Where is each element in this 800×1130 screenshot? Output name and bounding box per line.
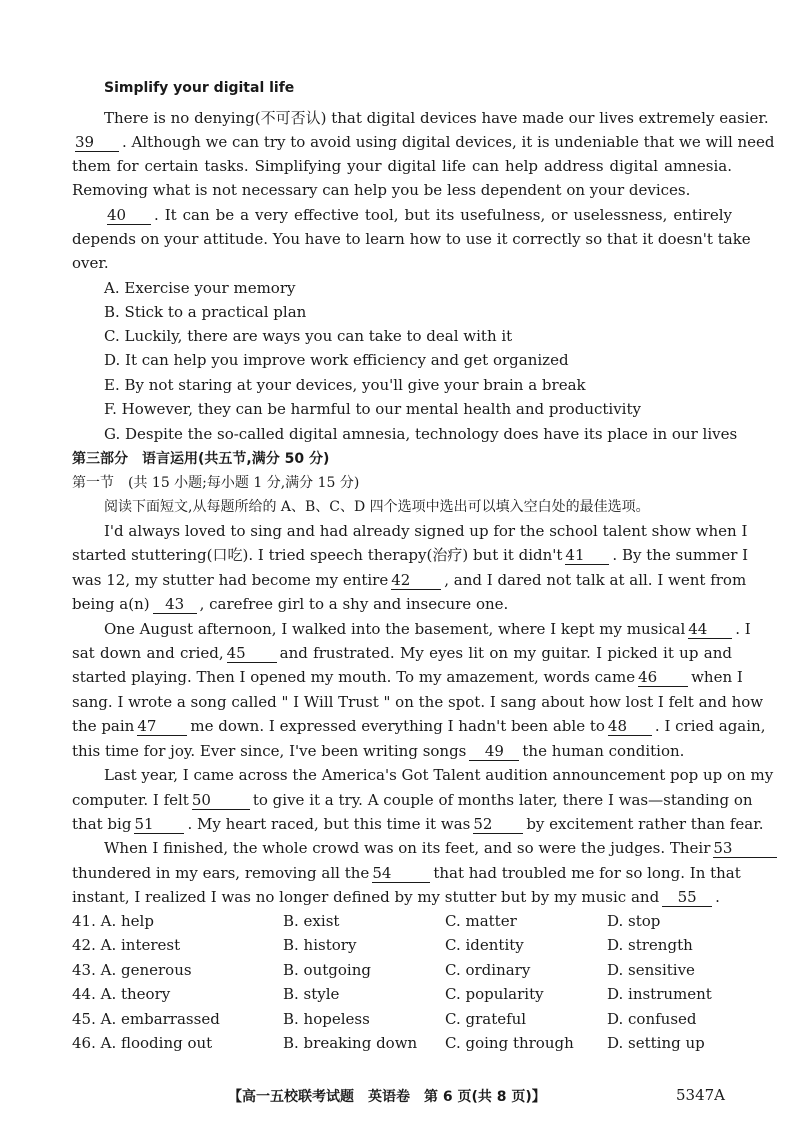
passage-line: over. — [72, 254, 109, 272]
paper-code: 5347A — [676, 1086, 726, 1104]
choice-d: D. stop — [607, 912, 661, 930]
blank-44: 44 — [688, 621, 732, 639]
choice-d: D. setting up — [607, 1034, 705, 1052]
blank-54: 54 — [372, 865, 430, 883]
blank-48: 48 — [608, 718, 652, 736]
blank-50: 50 — [192, 792, 250, 810]
cloze-line: instant, I realized I was no longer defined by my stutter but by my music and 55 . — [72, 888, 720, 906]
blank-42: 42 — [391, 572, 441, 590]
choice-c: C. ordinary — [445, 961, 531, 979]
choice-a: 43. A. generous — [72, 961, 192, 979]
choice-b: B. history — [283, 936, 357, 954]
blank-46: 46 — [638, 669, 688, 687]
blank-52: 52 — [473, 816, 523, 834]
choice-d: D. instrument — [607, 985, 712, 1003]
passage-line: Removing what is not necessary can help you be less dependent on your devices. — [72, 181, 691, 199]
blank-40: 40 — [107, 207, 151, 225]
passage-line: 40 . It can be a very effective tool, but its usefulness, or uselessness, entirely — [107, 206, 732, 224]
choice-a: 41. A. help — [72, 912, 154, 930]
cloze-line: thundered in my ears, removing all the 54 that had troubled me for so long. In that — [72, 864, 741, 882]
option-f: F. However, they can be harmful to our mental health and productivity — [104, 400, 641, 418]
cloze-line: being a(n) 43 , carefree girl to a shy and insecure one. — [72, 595, 509, 613]
cloze-line: started stuttering(口吃). I tried speech therapy(治疗) but it didn't 41 . By the summer I — [72, 546, 749, 564]
page-footer: 【高一五校联考试题 英语卷 第 6 页(共 8 页)】 — [228, 1089, 546, 1105]
part-heading: 第三部分 语言运用(共五节,满分 50 分) — [72, 451, 330, 467]
passage-title: Simplify your digital life — [104, 80, 295, 96]
option-d: D. It can help you improve work efficiency and get organized — [104, 351, 569, 369]
choice-c: C. matter — [445, 912, 517, 930]
option-e: E. By not staring at your devices, you'll give your brain a break — [104, 376, 586, 394]
choice-b: B. hopeless — [283, 1010, 370, 1028]
choice-a: 44. A. theory — [72, 985, 171, 1003]
blank-39: 39 — [75, 134, 119, 152]
choice-c: C. popularity — [445, 985, 544, 1003]
choice-b: B. style — [283, 985, 340, 1003]
choice-d: D. sensitive — [607, 961, 695, 979]
choice-d: D. confused — [607, 1010, 697, 1028]
blank-49: 49 — [469, 743, 519, 761]
choice-c: C. grateful — [445, 1010, 527, 1028]
choice-b: B. outgoing — [283, 961, 371, 979]
cloze-line: this time for joy. Ever since, I've been writing songs 49 the human condition. — [72, 742, 685, 760]
cloze-line: started playing. Then I opened my mouth. To my amazement, words came 46 when I — [72, 668, 743, 686]
cloze-line: Last year, I came across the America's Got Talent audition announcement pop up on my — [104, 766, 774, 784]
cloze-line: When I finished, the whole crowd was on its feet, and so were the judges. Their 53 — [104, 838, 732, 858]
blank-41: 41 — [565, 547, 609, 565]
blank-43: 43 — [153, 596, 197, 614]
cloze-line: that big 51 . My heart raced, but this time it was 52 by excitement rather than fear. — [72, 815, 764, 833]
option-g: G. Despite the so-called digital amnesia, technology does have its place in our lives — [104, 425, 738, 443]
choice-b: B. exist — [283, 912, 340, 930]
option-b: B. Stick to a practical plan — [104, 303, 307, 321]
cloze-line: was 12, my stutter had become my entire 42 , and I dared not talk at all. I went from — [72, 571, 747, 589]
blank-45: 45 — [227, 645, 277, 663]
passage-line: There is no denying(不可否认) that digital devices have made our lives extremely easier. — [104, 109, 769, 127]
choice-a: 46. A. flooding out — [72, 1034, 213, 1052]
cloze-line: I'd always loved to sing and had already signed up for the school talent show when I — [104, 522, 748, 540]
blank-47: 47 — [137, 718, 187, 736]
choice-a: 42. A. interest — [72, 936, 181, 954]
cloze-line: One August afternoon, I walked into the basement, where I kept my musical 44 . I — [104, 620, 751, 638]
blank-53: 53 — [713, 840, 777, 858]
passage-line: depends on your attitude. You have to learn how to use it correctly so that it doesn't take — [72, 230, 751, 248]
cloze-line: sat down and cried, 45 and frustrated. My eyes lit on my guitar. I picked it up and — [72, 644, 732, 662]
cloze-line: sang. I wrote a song called " I Will Trust " on the spot. I sang about how lost I felt and how — [72, 693, 764, 711]
choice-d: D. strength — [607, 936, 693, 954]
instruction: 阅读下面短文,从每题所给的 A、B、C、D 四个选项中选出可以填入空白处的最佳选项。 — [104, 499, 650, 515]
passage-line: them for certain tasks. Simplifying your digital life can help address digital amnesia. — [72, 157, 732, 175]
blank-51: 51 — [134, 816, 184, 834]
option-a: A. Exercise your memory — [104, 279, 296, 297]
section-heading: 第一节 (共 15 小题;每小题 1 分,满分 15 分) — [72, 475, 360, 491]
option-c: C. Luckily, there are ways you can take to deal with it — [104, 327, 513, 345]
choice-c: C. going through — [445, 1034, 574, 1052]
choice-a: 45. A. embarrassed — [72, 1010, 220, 1028]
choice-c: C. identity — [445, 936, 524, 954]
choice-b: B. breaking down — [283, 1034, 418, 1052]
passage-line: 39 . Although we can try to avoid using digital devices, it is undeniable that we will need — [75, 133, 775, 151]
cloze-line: computer. I felt 50 to give it a try. A couple of months later, there I was—standing on — [72, 791, 753, 809]
blank-55: 55 — [662, 889, 712, 907]
cloze-line: the pain 47 me down. I expressed everything I hadn't been able to 48 . I cried again, — [72, 717, 766, 735]
